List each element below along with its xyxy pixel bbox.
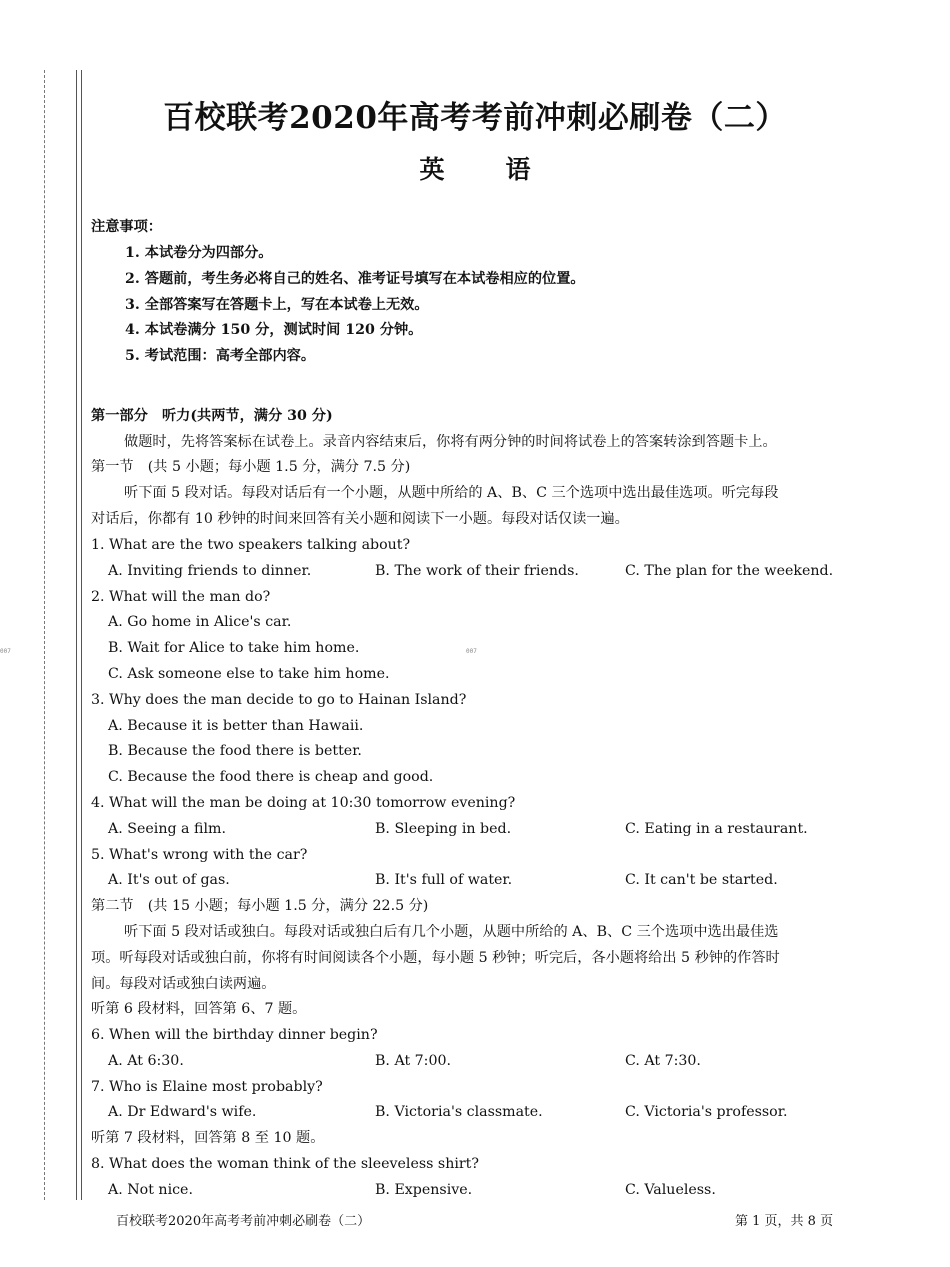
question-stem: 6. When will the birthday dinner begin? xyxy=(91,1027,378,1043)
notice-item: 3. 全部答案写在答题卡上，写在本试卷上无效。 xyxy=(125,297,429,313)
section1-instruction: 对话后，你都有 10 秒钟的时间来回答有关小题和阅读下一小题。每段对话仅读一遍。 xyxy=(91,511,629,527)
option-b: B. Victoria's classmate. xyxy=(375,1104,543,1120)
option-a: A. Dr Edward's wife. xyxy=(108,1104,257,1120)
section2-instruction: 项。听每段对话或独白前，你将有时间阅读各个小题，每小题 5 秒钟；听完后，各小题将给出 5 秒钟的作答时 xyxy=(91,950,780,966)
question-stem: 7. Who is Elaine most probably? xyxy=(91,1079,323,1095)
notice-item: 1. 本试卷分为四部分。 xyxy=(125,245,273,261)
option-c: C. Because the food there is cheap and good. xyxy=(108,769,434,785)
option-b: B. At 7:00. xyxy=(375,1053,452,1069)
option-c: C. Valueless. xyxy=(625,1182,716,1198)
option-b: B. Because the food there is better. xyxy=(108,743,362,759)
option-c: C. Eating in a restaurant. xyxy=(625,821,808,837)
option-a: A. At 6:30. xyxy=(108,1053,184,1069)
page-mark-left: 007 xyxy=(0,648,11,655)
page-mark-center: 007 xyxy=(466,648,477,655)
binding-dashed-line xyxy=(44,70,45,1200)
material-note: 听第 7 段材料，回答第 8 至 10 题。 xyxy=(91,1130,325,1146)
notice-item: 5. 考试范围：高考全部内容。 xyxy=(125,348,316,364)
option-c: C. Victoria's professor. xyxy=(625,1104,788,1120)
footer-title: 百校联考2020年高考考前冲刺必刷卷（二） xyxy=(116,1214,371,1229)
section2-instruction: 间。每段对话或独白读两遍。 xyxy=(91,976,276,992)
question-stem: 1. What are the two speakers talking about? xyxy=(91,537,411,553)
section1-instruction: 听下面 5 段对话。每段对话后有一个小题，从题中所给的 A、B、C 三个选项中选出最佳选项。听完每段 xyxy=(124,485,779,501)
option-b: B. Wait for Alice to take him home. xyxy=(108,640,360,656)
option-a: A. Go home in Alice's car. xyxy=(108,614,292,630)
option-a: A. Seeing a film. xyxy=(108,821,226,837)
option-b: B. Sleeping in bed. xyxy=(375,821,512,837)
question-stem: 3. Why does the man decide to go to Hainan Island? xyxy=(91,692,467,708)
binding-bar xyxy=(76,70,82,1200)
section1-heading: 第一节 (共 5 小题；每小题 1.5 分，满分 7.5 分) xyxy=(91,459,411,475)
question-stem: 8. What does the woman think of the sleeveless shirt? xyxy=(91,1156,479,1172)
option-a: A. Inviting friends to dinner. xyxy=(108,563,312,579)
option-a: A. Not nice. xyxy=(108,1182,193,1198)
notice-item: 4. 本试卷满分 150 分，测试时间 120 分钟。 xyxy=(125,322,423,338)
option-b: B. Expensive. xyxy=(375,1182,473,1198)
exam-subject: 英 语 xyxy=(419,155,549,184)
part1-heading: 第一部分 听力(共两节，满分 30 分) xyxy=(91,408,333,424)
option-c: C. It can't be started. xyxy=(625,872,778,888)
option-a: A. It's out of gas. xyxy=(108,872,230,888)
option-c: C. Ask someone else to take him home. xyxy=(108,666,390,682)
notice-heading: 注意事项： xyxy=(91,219,162,235)
material-note: 听第 6 段材料，回答第 6、7 题。 xyxy=(91,1001,307,1017)
part1-instruction: 做题时，先将答案标在试卷上。录音内容结束后，你将有两分钟的时间将试卷上的答案转涂到答题卡上。 xyxy=(124,434,777,450)
question-stem: 2. What will the man do? xyxy=(91,589,271,605)
notice-item: 2. 答题前，考生务必将自己的姓名、准考证号填写在本试卷相应的位置。 xyxy=(125,271,585,287)
option-c: C. The plan for the weekend. xyxy=(625,563,834,579)
option-a: A. Because it is better than Hawaii. xyxy=(108,718,364,734)
option-b: B. The work of their friends. xyxy=(375,563,579,579)
question-stem: 4. What will the man be doing at 10:30 tomorrow evening? xyxy=(91,795,516,811)
page-number: 第 1 页，共 8 页 xyxy=(735,1214,834,1229)
option-b: B. It's full of water. xyxy=(375,872,513,888)
section2-instruction: 听下面 5 段对话或独白。每段对话或独白后有几个小题，从题中所给的 A、B、C 三个选项中选出最佳选 xyxy=(124,924,779,940)
option-c: C. At 7:30. xyxy=(625,1053,701,1069)
exam-title: 百校联考2020年高考考前冲刺必刷卷（二） xyxy=(163,100,787,136)
question-stem: 5. What's wrong with the car? xyxy=(91,847,308,863)
section2-heading: 第二节 (共 15 小题；每小题 1.5 分，满分 22.5 分) xyxy=(91,898,429,914)
